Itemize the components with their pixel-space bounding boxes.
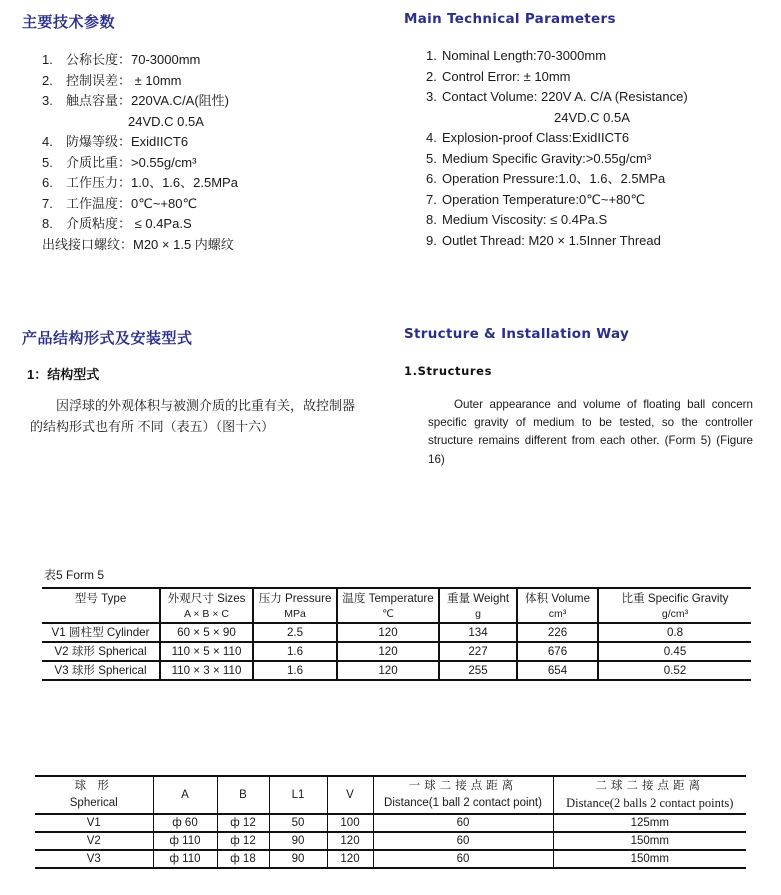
form5-row xyxy=(42,661,751,680)
spec-cell: ф 110 xyxy=(153,832,217,850)
cn-section-title: 产品结构形式及安装型式 xyxy=(22,330,193,347)
spec-cell: 150mm xyxy=(553,850,746,868)
cn-params-title: 主要技术参数 xyxy=(22,14,116,31)
en-param-item: 9. Outlet Thread: M20 × 1.5Inner Thread xyxy=(426,232,661,248)
form5-cell: 226 xyxy=(517,623,598,642)
form5-cell: 0.8 xyxy=(598,623,751,642)
form5-cell: 110 × 3 × 110 xyxy=(160,661,253,680)
en-params-list xyxy=(426,46,688,251)
cn-param-item: 4. 防爆等级：ExidIICT6 xyxy=(42,134,189,149)
spec-header-row xyxy=(35,776,746,814)
en-params-title: Main Technical Parameters xyxy=(404,11,616,27)
form5-cell: 134 xyxy=(439,623,517,642)
spec-cell: V2 xyxy=(35,832,153,850)
cn-sub-title: 1：结构型式 xyxy=(27,367,100,382)
cn-paragraph xyxy=(30,395,375,437)
spec-header-a: A xyxy=(153,776,217,814)
form5-header-type: 型号 Type xyxy=(42,588,160,607)
form5-header-volume: 体积 Volume xyxy=(517,588,598,607)
form5-cell: 2.5 xyxy=(253,623,337,642)
spec-cell: ф 12 xyxy=(217,814,269,832)
spec-row xyxy=(35,814,746,832)
en-param-item: 1. Nominal Length:70-3000mm xyxy=(426,48,607,63)
form5-cell: 120 xyxy=(337,661,439,680)
spec-cell: V3 xyxy=(35,850,153,868)
spec-cell: V1 xyxy=(35,814,153,832)
en-param-continuation: 24VD.C 0.5A xyxy=(554,109,630,125)
cn-params-list xyxy=(42,50,238,255)
cn-paragraph-line: 因浮球的外观体积与被测介质的比重有关，故控制器 xyxy=(56,398,356,413)
spec-header-distance-1ball: 一球二接点距离 Distance(1 ball 2 contact point) xyxy=(373,776,553,814)
spec-cell: 60 xyxy=(373,814,553,832)
form5-cell: 676 xyxy=(517,642,598,661)
form5-unit-temperature: ℃ xyxy=(337,607,439,623)
spec-row xyxy=(35,832,746,850)
form5-cell: V1 圆柱型 Cylinder xyxy=(42,623,160,642)
spec-header-v: V xyxy=(327,776,373,814)
spec-row xyxy=(35,850,746,868)
spec-cell: 120 xyxy=(327,850,373,868)
cn-param-item: 3. 触点容量：220VA.C/A(阻性) xyxy=(42,93,230,108)
form5-header-pressure: 压力 Pressure xyxy=(253,588,337,607)
en-param-item: 8. Medium Viscosity: ≤ 0.4Pa.S xyxy=(426,212,608,227)
form5-cell: 255 xyxy=(439,661,517,680)
spec-cell: 60 xyxy=(373,850,553,868)
en-section-title: Structure & Installation Way xyxy=(404,326,630,342)
spec-cell: 90 xyxy=(269,850,327,868)
en-param-item: 2. Control Error: ± 10mm xyxy=(426,68,571,84)
en-param-item: 3. Contact Volume: 220V A. C/A (Resistance) xyxy=(426,89,688,104)
spec-cell: ф 18 xyxy=(217,850,269,868)
cn-param-item: 出线接口螺纹：M20 × 1.5 内螺纹 xyxy=(42,236,234,252)
spec-cell: ф 60 xyxy=(153,814,217,832)
spec-cell: 125mm xyxy=(553,814,746,832)
en-param-item: 6. Operation Pressure:1.0、1.6、2.5MPa xyxy=(426,171,666,186)
form5-cell: 110 × 5 × 110 xyxy=(160,642,253,661)
form5-unit-gravity: g/cm³ xyxy=(598,607,751,623)
form5-cell: 120 xyxy=(337,642,439,661)
form5-unit-sizes: A × B × C xyxy=(160,607,253,623)
spec-cell: 50 xyxy=(269,814,327,832)
form5-unit-pressure: MPa xyxy=(253,607,337,623)
cn-param-item: 5. 介质比重：>0.55g/cm³ xyxy=(42,154,197,170)
form5-cell: 60 × 5 × 90 xyxy=(160,623,253,642)
form5-header-gravity: 比重 Specific Gravity xyxy=(598,588,751,607)
form5-header-row xyxy=(42,588,751,607)
cn-param-continuation: 24VD.C 0.5A xyxy=(128,113,204,129)
en-param-item: 7. Operation Temperature:0℃~+80℃ xyxy=(426,191,646,207)
spec-header-type: 球 形 Spherical xyxy=(35,776,153,814)
spec-cell: 150mm xyxy=(553,832,746,850)
form5-header-temperature: 温度 Temperature xyxy=(337,588,439,607)
cn-param-item: 2. 控制误差： ± 10mm xyxy=(42,72,182,88)
cn-param-item: 7. 工作温度：0℃~+80℃ xyxy=(42,195,198,211)
spec-cell: 60 xyxy=(373,832,553,850)
form5-caption: 表5 Form 5 xyxy=(44,568,105,582)
form5-table xyxy=(42,587,751,681)
form5-unit-row xyxy=(42,607,751,623)
spec-header-distance-2balls: 二球二接点距离 Distance(2 balls 2 contact points) xyxy=(553,776,746,814)
form5-row xyxy=(42,623,751,642)
spec-header-l1: L1 xyxy=(269,776,327,814)
form5-cell: 1.6 xyxy=(253,642,337,661)
form5-cell: 0.52 xyxy=(598,661,751,680)
form5-cell: 654 xyxy=(517,661,598,680)
form5-cell: 1.6 xyxy=(253,661,337,680)
cn-paragraph-line: 的结构形式也有所 不同（表五）（图十六） xyxy=(30,419,275,434)
form5-row xyxy=(42,642,751,661)
form5-header-sizes: 外观尺寸 Sizes xyxy=(160,588,253,607)
spherical-spec-table xyxy=(35,775,746,869)
en-paragraph: Outer appearance and volume of floating ball concern specific gravity of medium to be tested, so the controller structure remains different from each other. (Form 5) (Figure 16) xyxy=(428,398,753,466)
form5-unit-weight: g xyxy=(439,607,517,623)
spec-cell: 90 xyxy=(269,832,327,850)
form5-header-weight: 重量 Weight xyxy=(439,588,517,607)
form5-cell: V2 球形 Spherical xyxy=(42,642,160,661)
form5-unit-volume: cm³ xyxy=(517,607,598,623)
cn-param-item: 8. 介质粘度： ≤ 0.4Pa.S xyxy=(42,216,192,231)
form5-unit-type xyxy=(42,607,160,623)
form5-cell: 120 xyxy=(337,623,439,642)
form5-cell: 0.45 xyxy=(598,642,751,661)
spec-cell: ф 12 xyxy=(217,832,269,850)
spec-cell: 120 xyxy=(327,832,373,850)
spec-header-b: B xyxy=(217,776,269,814)
en-param-item: 5. Medium Specific Gravity:>0.55g/cm³ xyxy=(426,150,652,166)
form5-cell: V3 球形 Spherical xyxy=(42,661,160,680)
cn-param-item: 1. 公称长度：70-3000mm xyxy=(42,52,201,67)
en-sub-title: 1.Structures xyxy=(404,364,493,378)
form5-cell: 227 xyxy=(439,642,517,661)
spec-cell: ф 110 xyxy=(153,850,217,868)
spec-cell: 100 xyxy=(327,814,373,832)
cn-param-item: 6. 工作压力：1.0、1.6、2.5MPa xyxy=(42,175,238,190)
en-param-item: 4. Explosion-proof Class:ExidIICT6 xyxy=(426,130,630,145)
